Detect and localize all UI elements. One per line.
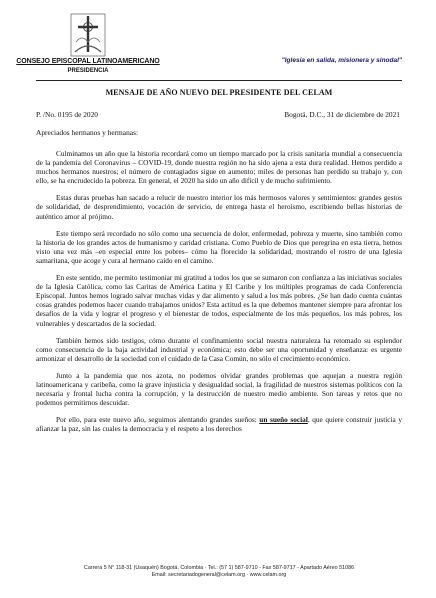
letter-body — [36, 149, 402, 441]
header-divider — [36, 80, 402, 81]
footer-contact: Email: secretariadogeneral@celam.org · www.celam.org — [151, 572, 287, 579]
paragraph-last — [36, 415, 402, 433]
letter-title: MENSAJE DE AÑO NUEVO DEL PRESIDENTE DEL CELAM — [105, 88, 333, 97]
reference-number: P. /No. 0195 de 2020 — [36, 110, 99, 119]
emphasis-text: un sueño social — [259, 415, 308, 425]
organization-name: CONSEJO EPISCOPAL LATINOAMERICANO — [16, 58, 160, 65]
footer-address: Carrera 5 N° 118-31 (Usaquén) Bogotá, Colombia · Tel.: (57 1) 587-9710 - Fax 587-9717 - Apartado Aéreo 51086 — [83, 565, 355, 571]
letterhead — [0, 0, 436, 82]
paragraph: Junto a la pandemia que nos azota, no podemos olvidar grandes problemas que aquejan a nuestra región latinoamericana y caribeña, como la grave injusticia y desigualdad social, la fragilidad de nuestros sistemas políticos con la necesaria y frontal lucha contra la corrupción, y la destrucción de nuestro medio ambiente. Son tareas y retos que no podemos permitirnos descuidar. — [36, 370, 402, 408]
paragraph: Culminamos un año que la historia recordará como un tiempo marcado por la crisis sanitaria mundial a consecuencia de la pandemia del Coronavirus – COVID-19, donde nuestra región no ha sido ajena a esta dura realidad. Hemos perdido a muchos hermanos nuestros; el número de contagiados sigue en aumento; miles de personas han perdido su trabajo y, con ello, se ha encrudecido la pobreza. En general, el 2020 ha sido un año difícil y de mucho sufrimiento. — [36, 149, 402, 186]
paragraph: También hemos sido testigos, cómo durante el confinamiento social nuestra naturaleza ha retomado su esplendor como consecuencia de la baja actividad industrial y económica; esto debe ser una oportunidad y enseñanza: es urgente armonizar el desarrollo de la sociedad con el cuidado de la Casa Común, no sólo el crecimiento económico. — [36, 335, 402, 363]
paragraph: Este tiempo será recordado no sólo como una secuencia de dolor, enfermedad, pobreza y muerte, sino también como la historia de los grandes actos de humanismo y caridad cristiana. Como Pueblo de Dios que peregrina en esta tierra, hemos visto una vez más –en especial entre los pobres– cómo ha florecido la solidaridad, mostrando el rostro de una Iglesia samaritana, que acoge y cura al hermano caído en el camino. — [36, 228, 402, 265]
letter-date: Bogotá, D.C., 31 de diciembre de 2021 — [284, 110, 400, 119]
paragraph-text: Por ello, para este nuevo año, seguimos alentando grandes sueños: — [56, 415, 260, 425]
footer — [36, 565, 402, 580]
celam-logo-icon — [70, 12, 106, 58]
motto: "Iglesia en salida, misionera y sinodal" — [281, 57, 402, 64]
paragraph: En este sentido, me permito testimoniar mi gratitud a todos los que se sumaron con confianza a las iniciativas sociales de la Iglesia Católica, como las Caritas de América Latina y El Caribe y los múltiples programas de cada Conferencia Episcopal. Juntos hemos logrado salvar muchas vidas y dar alimento y salud a los más pobres. ¿Se han dado cuenta cuántas cosas grandes podemos hacer cuando trabajamos unidos? Esta actitud es la que debemos mantener siempre para afrontar los desafíos de la vida y lograr el progreso y el bienestar de todos, especialmente de los más pequeños, los más pobres, los vulnerables y descartados de la sociedad. — [36, 273, 402, 328]
paragraph-text: , que quiere construir justicia y afianzar la paz, sin las cuales la democracia y el respeto a los derechos — [36, 415, 402, 434]
greeting: Apreciados hermanos y hermanas: — [36, 128, 138, 137]
organization-subtitle: PRESIDENCIA — [67, 68, 109, 74]
paragraph: Estas duras pruebas han sacado a relucir de nuestro interior los más hermosos valores y sentimientos: grandes gestos de solidaridad, de desprendimiento, vocación de servicio, de entrega hasta el heroísmo, escribiendo bellas historias de auténtico amor al prójimo. — [36, 193, 402, 221]
